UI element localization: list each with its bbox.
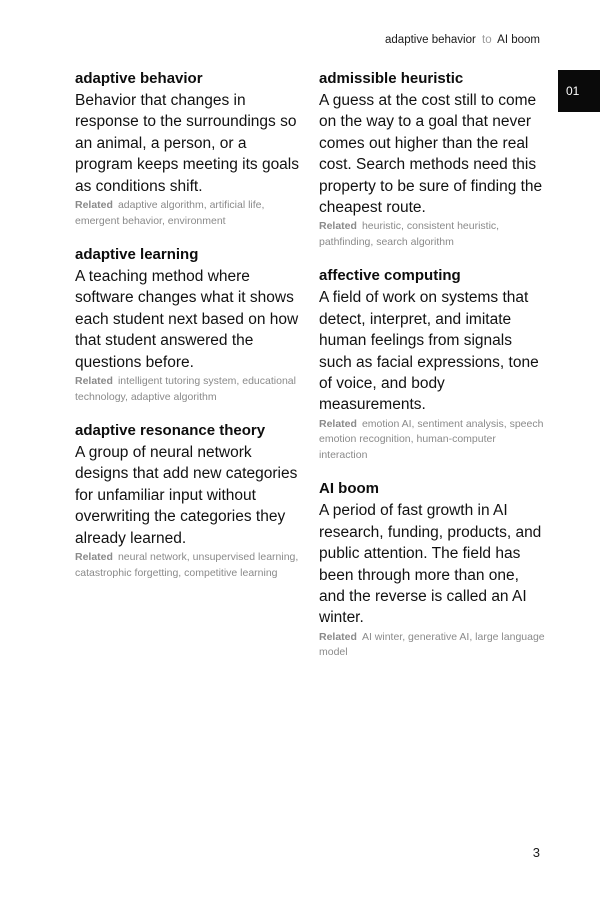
entry-term: affective computing	[319, 267, 461, 285]
entry-definition: Behavior that changes in response to the surroundings so an animal, a person, or a program keeps meeting its goals as conditions shift.	[75, 92, 300, 195]
related-label: Related	[319, 417, 357, 430]
entry-related	[75, 374, 303, 405]
glossary-entry	[75, 244, 303, 405]
entry-term: adaptive resonance theory	[75, 422, 266, 440]
related-terms: adaptive algorithm, artificial life, emergent behavior, environment	[75, 199, 265, 227]
related-terms: neural network, unsupervised learning, catastrophic forgetting, competitive learning	[75, 551, 299, 579]
entry-definition: A group of neural network designs that add new categories for unfamiliar input without overwriting the categories they already learned.	[75, 444, 298, 547]
glossary-column-right	[319, 68, 547, 676]
entry-definition: A period of fast growth in AI research, funding, products, and public attention. The field has been through more than one, and the reverse is called an AI winter.	[319, 502, 542, 627]
entry-term: adaptive behavior	[75, 70, 203, 87]
entry-definition: A teaching method where software changes what it shows each student next based on how that student answered the questions before.	[75, 268, 299, 371]
related-label: Related	[75, 375, 113, 388]
entry-definition: A guess at the cost still to come on the way to a goal that never comes out higher than the real cost. Search methods need this property to be sure of finding the cheapest route.	[319, 92, 543, 217]
entry-related	[319, 417, 547, 464]
glossary-entry	[75, 420, 303, 581]
related-label: Related	[75, 199, 113, 212]
entry-term: admissible heuristic	[319, 70, 464, 87]
entry-definition: A field of work on systems that detect, interpret, and imitate human feelings from signals such as facial expressions, tone of voice, and body measurements.	[319, 289, 539, 414]
related-terms: AI winter, generative AI, large language model	[319, 630, 545, 659]
running-head-last-term: AI boom	[497, 34, 540, 46]
glossary-entry	[319, 265, 547, 463]
related-label: Related	[75, 551, 113, 564]
glossary-entry	[75, 68, 303, 229]
glossary-entry	[319, 478, 547, 660]
running-head-connector: to	[482, 34, 492, 46]
glossary-column-left	[75, 68, 303, 596]
entry-related	[319, 219, 547, 250]
page-number: 3	[532, 845, 540, 860]
entry-term: adaptive learning	[75, 246, 199, 264]
entry-related	[75, 550, 303, 581]
entry-related	[75, 198, 303, 229]
related-terms: heuristic, consistent heuristic, pathfinding, search algorithm	[319, 220, 500, 248]
related-terms: emotion AI, sentiment analysis, speech emotion recognition, human-computer interaction	[319, 417, 544, 461]
related-label: Related	[319, 220, 357, 233]
related-label: Related	[319, 630, 357, 643]
glossary-entry	[319, 68, 547, 250]
running-head-first-term: adaptive behavior	[385, 34, 476, 46]
running-head	[385, 34, 540, 46]
section-tab: 01	[558, 70, 600, 112]
entry-related	[319, 630, 547, 661]
entry-term: AI boom	[319, 480, 379, 498]
related-terms: intelligent tutoring system, educational technology, adaptive algorithm	[75, 375, 296, 403]
